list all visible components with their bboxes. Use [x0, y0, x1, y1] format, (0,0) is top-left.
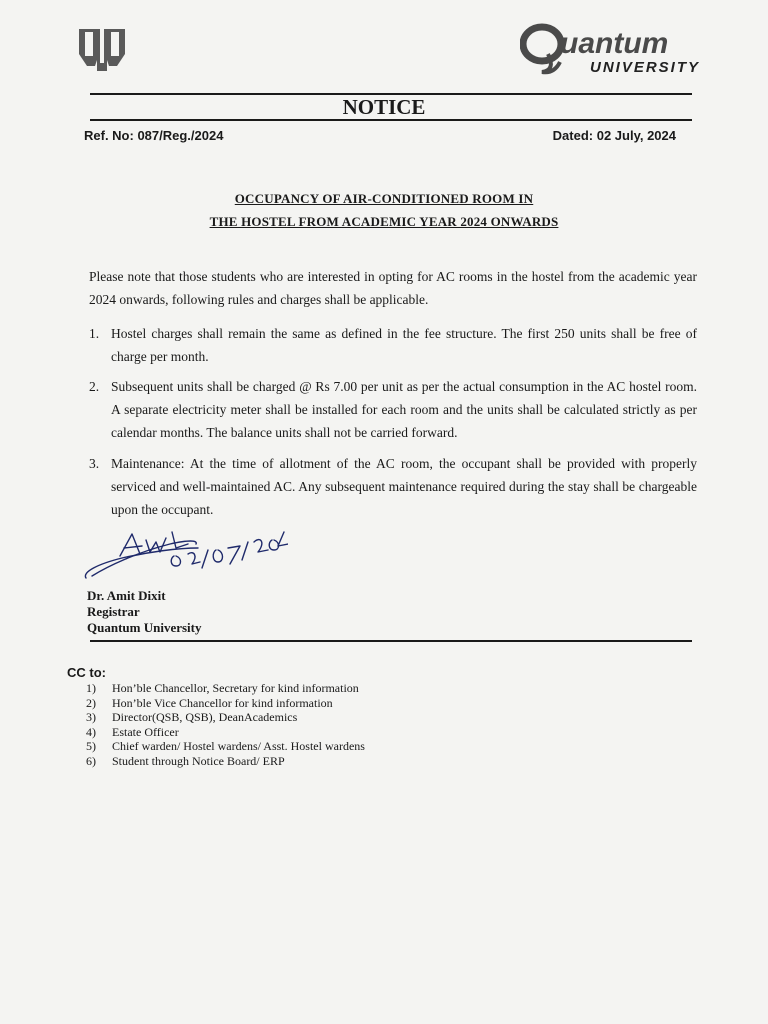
- page-title: NOTICE: [342, 95, 426, 119]
- cc-heading: CC to:: [67, 665, 106, 680]
- cc-item: [86, 754, 365, 769]
- cc-item: [86, 681, 365, 696]
- subject-line-1: OCCUPANCY OF AIR-CONDITIONED ROOM IN: [234, 191, 534, 206]
- footer-rule: [90, 640, 692, 642]
- rule-number: 2.: [89, 379, 100, 394]
- cc-item: [86, 739, 365, 754]
- cc-item: [86, 725, 365, 740]
- rule-text: Subsequent units shall be charged @ Rs 7.00 per unit as per the actual consumption in the AC hostel room. A separate electricity meter shall be installed for each room and the units shall be calculated strictly as per calendar months. The balance units shall not be carried forward.: [111, 379, 697, 440]
- subject-line-2: THE HOSTEL FROM ACADEMIC YEAR 2024 ONWARDS: [209, 214, 559, 229]
- rule-number: 1.: [89, 326, 100, 341]
- cc-text: Student through Notice Board/ ERP: [112, 753, 285, 768]
- rule-item: [89, 452, 697, 521]
- cc-text: Chief warden/ Hostel wardens/ Asst. Hostel wardens: [112, 739, 365, 753]
- notice-date: Dated: 02 July, 2024: [552, 128, 676, 143]
- signatory-name: Dr. Amit Dixit: [87, 588, 166, 603]
- handwritten-signature: [78, 518, 288, 584]
- quantum-university-logo: [520, 22, 715, 80]
- rule-item: [89, 322, 697, 368]
- cc-text: Hon’ble Vice Chancellor for kind information: [112, 695, 333, 710]
- rule-text: Hostel charges shall remain the same as defined in the fee structure. The first 250 units shall be free of charge per month.: [111, 326, 697, 364]
- brand-name: uantum: [560, 27, 669, 60]
- cc-number: 4): [86, 724, 96, 739]
- cc-text: Estate Officer: [112, 724, 179, 739]
- rule-item: [89, 375, 697, 444]
- signatory-organization: Quantum University: [87, 620, 202, 635]
- rule-number: 3.: [89, 456, 100, 471]
- signatory-designation: Registrar: [87, 604, 140, 619]
- rule-text: Maintenance: At the time of allotment of the AC room, the occupant shall be provided with properly serviced and well-maintained AC. Any subsequent maintenance required during the stay shall be chargeable upon the occupant.: [111, 456, 697, 517]
- cc-text: Director(QSB, QSB), DeanAcademics: [112, 710, 298, 724]
- cc-number: 2): [86, 695, 96, 710]
- cc-item: [86, 696, 365, 711]
- cc-number: 1): [86, 681, 96, 695]
- brand-subtitle: UNIVERSITY: [590, 59, 701, 76]
- intro-paragraph: Please note that those students who are interested in opting for AC rooms in the hostel from the academic year 2024 onwards, following rules and charges shall be applicable.: [89, 269, 697, 307]
- cc-number: 5): [86, 739, 96, 753]
- university-emblem-icon: [77, 26, 127, 74]
- header-rule-bottom: [90, 119, 692, 121]
- reference-number: Ref. No: 087/Reg./2024: [84, 128, 224, 143]
- cc-number: 3): [86, 710, 96, 724]
- cc-text: Hon’ble Chancellor, Secretary for kind information: [112, 681, 359, 695]
- cc-list: [86, 681, 365, 768]
- cc-number: 6): [86, 753, 96, 768]
- cc-item: [86, 710, 365, 725]
